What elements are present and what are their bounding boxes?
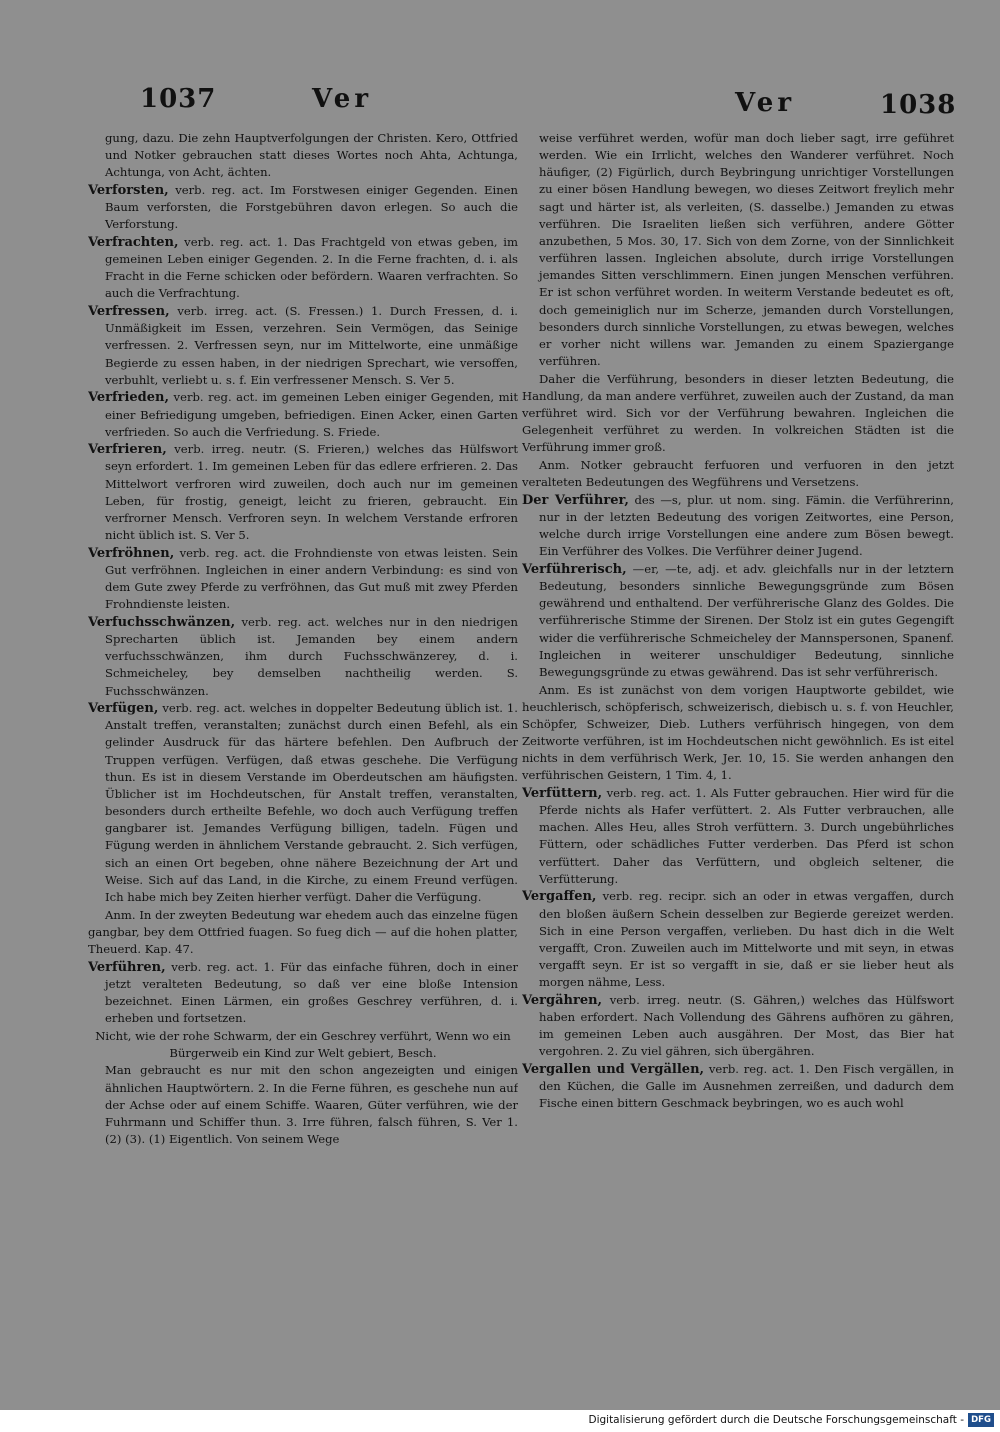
entry-headword: Verfröhnen, bbox=[88, 545, 175, 561]
dfg-logo: DFG bbox=[968, 1413, 994, 1427]
left-running-headword: Ver bbox=[312, 84, 373, 114]
entry-text: verb. irreg. act. (S. Fressen.) 1. Durch Fressen, d. i. Unmäßigkeit im Essen, verzehren. Sein Vermögen, das Seinige verfressen. 2. Verfressen seyn, nur im Mittelworte, eine unmäßige Begierde zu essen haben, in der niedrigen Sprechart, wie versoffen, verbuhlt, verliebt u. s. f. Ein verfressener Mensch. S. Ver 5. bbox=[105, 304, 518, 387]
dictionary-entry bbox=[88, 303, 518, 389]
entry-headword: Verführen, bbox=[88, 959, 166, 975]
right-running-headword: Ver bbox=[735, 88, 796, 118]
dictionary-entry bbox=[88, 389, 518, 440]
dictionary-entry bbox=[88, 700, 518, 906]
entry-text: verb. reg. act. 1. Den Fisch vergällen, in den Küchen, die Galle im Ausnehmen zerreißen, und dadurch dem Fische einen bittern Geschmack beybringen, wo es auch wohl bbox=[539, 1061, 954, 1111]
right-page-number: 1038 bbox=[880, 90, 957, 120]
dictionary-entry bbox=[522, 785, 954, 888]
entry-text: Anm. Es ist zunächst von dem vorigen Hauptworte gebildet, wie heuchlerisch, schöpferisch, schweizerisch, diebisch u. s. f. von Heuchler, Schöpfer, Schweizer, Dieb. Luthers verführisch hingegen, von dem Zeitworte verführen, ist im Hochdeutschen nicht gewöhnlich. Es ist eitel nichts in dem verführisch Werk, Jer. 10, 15. Sie werden anhangen den verführischen Geistern, 1 Tim. 4, 1. bbox=[522, 682, 954, 783]
left-page-number: 1037 bbox=[140, 84, 217, 114]
entry-text: verb. reg. recipr. sich an oder in etwas vergaffen, durch den bloßen äußern Schein desselben zur Begierde gereizet werden. Sich in eine Person vergaffen, verlieben. Du hast dich in die Welt vergafft, Cron. Zuweilen auch im Mittelworte und mit seyn, in etwas vergafft seyn. Er ist so vergafft in sie, daß er sie lieber heut als morgen nähme, Less. bbox=[539, 889, 954, 990]
entry-text: verb. reg. act. im gemeinen Leben einiger Gegenden, mit einer Befriedigung umgeben, befriedigen. Einen Acker, einen Garten verfrieden. So auch die Verfriedung. S. Friede. bbox=[105, 390, 518, 439]
entry-headword: Verfrieren, bbox=[88, 442, 167, 458]
dictionary-entry bbox=[88, 441, 518, 544]
dictionary-entry bbox=[522, 992, 954, 1061]
right-column bbox=[522, 130, 954, 1230]
entry-text: Anm. Notker gebraucht ferfuoren und verfuoren in den jetzt veralteten Bedeutungen des Wegführens und Versetzens. bbox=[522, 457, 954, 490]
entry-text: Daher die Verführung, besonders in dieser letzten Bedeutung, die Handlung, da man andere verführet, zuweilen auch der Zustand, da man verführet wird. Sich vor der Verführung bewahren. Ingleichen die Gelegenheit verführet zu werden. In volkreichen Städten ist die Verführung immer groß. bbox=[522, 371, 954, 455]
entry-headword: Verfrieden, bbox=[88, 390, 170, 406]
text-paragraph bbox=[88, 1062, 518, 1148]
entry-text: verb. reg. act. welches nur in den niedrigen Sprecharten üblich ist. Jemanden bey einem andern verfuchsschwänzen, ihm durch Fuchsschwänzerey, d. i. Schmeicheley, bey demselben nachtheilig werden. S. Fuchsschwänzen. bbox=[105, 614, 518, 698]
footer-credit: Digitalisierung gefördert durch die Deutsche Forschungsgemeinschaft - bbox=[588, 1414, 964, 1426]
dictionary-entry bbox=[522, 561, 954, 681]
entry-headword: Vergähren, bbox=[522, 992, 603, 1008]
entry-text: weise verführet werden, wofür man doch lieber sagt, irre geführet werden. Wie ein Irrlicht, welches den Wanderer verführet. Noch häufiger, (2) Figürlich, durch Beybringung unrichtiger Vorstellungen zu einer bösen Handlung bewegen, wo dieses Zeitwort freylich mehr sagt und härter ist, als verleiten, (S. dasselbe.) Jemanden zu etwas verführen. Die Israeliten ließen sich verführen, andere Götter anzubethen, 5 Mos. 30, 17. Sich von dem Zorne, von der Sinnlichkeit verführen lassen. Ingleichen absolute, durch irrige Vorstellungen jemandes Sitten verschlimmern. Einen jungen Menschen verführen. Er ist schon verführet worden. In weiterm Verstande bedeutet es oft, doch gemeiniglich nur im Scherze, jemanden durch Vorstellungen, besonders durch sinnliche Vorstellungen, zu etwas bewegen, welches er vorher nicht willens war. Jemanden zu einem Spaziergange verführen. bbox=[539, 131, 954, 369]
page-header bbox=[0, 82, 1000, 122]
text-paragraph bbox=[522, 682, 954, 785]
dictionary-entry bbox=[88, 182, 518, 233]
dictionary-entry bbox=[88, 545, 518, 614]
entry-text: verb. irreg. neutr. (S. Frieren,) welches das Hülfswort seyn erfordert. 1. Im gemeinen Leben für das edlere erfrieren. 2. Das Mittelwort verfroren wird zuweilen, doch auch nur im gemeinen Leben, für frostig, geneigt, leicht zu frieren, gebraucht. Ein verfrorner Mensch. Verfroren seyn. In welchem Verstande erfroren nicht üblich ist. S. Ver 5. bbox=[105, 442, 518, 543]
entry-headword: Vergaffen, bbox=[522, 889, 597, 905]
entry-headword: Verfügen, bbox=[88, 701, 159, 717]
entry-text: verb. reg. act. 1. Für das einfache führen, doch in einer jetzt veralteten Bedeutung, so daß ver eine bloße Intension bezeichnet. Einen Lärmen, ein großes Geschrey verführen, d. i. erheben und fortsetzen. bbox=[105, 959, 518, 1025]
text-paragraph bbox=[88, 907, 518, 958]
left-column bbox=[88, 130, 518, 1220]
entry-text: des —s, plur. ut nom. sing. Fämin. die Verführerinn, nur in der letzten Bedeutung des vorigen Zeitwortes, eine Person, welche durch irrige Vorstellungen eine andere zum Bösen bewegt. Ein Verführer des Volkes. Die Verführer deiner Jugend. bbox=[539, 492, 954, 559]
entry-text: —er, —te, adj. et adv. gleichfalls nur in der letztern Bedeutung, besonders sinnliche Bewegungsgründe zum Bösen gewährend und enthaltend. Der verführerische Glanz des Goldes. Die verführerische Stimme der Sirenen. Der Stolz ist ein gutes Gegengift wider die verführerische Schmeicheley der Mannspersonen, Spanenf. Ingleichen in weiterer unschuldiger Bedeutung, sinnliche Bewegungsgründe zu etwas gewährend. Das ist sehr verführerisch. bbox=[539, 561, 954, 679]
dictionary-entry bbox=[88, 614, 518, 700]
entry-headword: Der Verführer, bbox=[522, 492, 629, 508]
entry-text: verb. reg. act. 1. Das Frachtgeld von etwas geben, im gemeinen Leben einiger Gegenden. 2. In die Ferne frachten, d. i. als Fracht in die Ferne schicken oder befördern. Waaren verfrachten. So auch die Verfrachtung. bbox=[105, 234, 518, 301]
entry-headword: Verführerisch, bbox=[522, 561, 627, 577]
text-paragraph bbox=[88, 130, 518, 181]
entry-headword: Verfrachten, bbox=[88, 234, 179, 250]
entry-text: gung, dazu. Die zehn Hauptverfolgungen der Christen. Kero, Ottfried und Notker gebrauchen statt dieses Wortes noch Ahta, Achtunga, Achtunga, von Acht, ächten. bbox=[105, 131, 518, 180]
entry-text: verb. reg. act. die Frohndienste von etwas leisten. Sein Gut verfröhnen. Ingleichen in einer andern Verbindung: es sind von dem Gute zwey Pferde zu verfröhnen, das Gut muß mit zwey Pferden Frohndienste leisten. bbox=[105, 545, 518, 612]
entry-text: verb. reg. act. 1. Als Futter gebrauchen. Hier wird für die Pferde nichts als Hafer verfüttert. 2. Als Futter verbrauchen, alle machen. Alles Heu, alles Stroh verfüttern. 3. Durch ungebührliches Füttern, oder schädliches Futter verderben. Das Pferd ist schon verfüttert. Daher das Verfüttern, und obgleich seltener, die Verfütterung. bbox=[539, 785, 954, 886]
dictionary-entry bbox=[88, 959, 518, 1028]
entry-text: Nicht, wie der rohe Schwarm, der ein Geschrey verführt, Wenn wo ein Bürgerweib ein Kind zur Welt gebiert, Besch. bbox=[95, 1028, 511, 1060]
text-paragraph bbox=[522, 457, 954, 491]
dictionary-entry bbox=[522, 492, 954, 561]
footer-bar bbox=[0, 1410, 1000, 1432]
entry-text: verb. reg. act. Im Forstwesen einiger Gegenden. Einen Baum verforsten, die Forstgebühren davon erlegen. So auch die Verforstung. bbox=[105, 182, 518, 232]
entry-headword: Verfressen, bbox=[88, 304, 170, 320]
dictionary-entry bbox=[522, 1061, 954, 1112]
entry-text: verb. reg. act. welches in doppelter Bedeutung üblich ist. 1. Anstalt treffen, veranstalten; zunächst durch einen Befehl, als ein gelinder Ausdruck für das härtere befehlen. Den Aufbruch der Truppen verfügen. Verfügen, daß etwas geschehe. Die Verfügung thun. Es ist in diesem Verstande im Oberdeutschen am häufigsten. Üblicher ist im Hochdeutschen, für Anstalt treffen, veranstalten, besonders durch ertheilte Befehle, wo doch auch Verfügung treffen gangbarer ist. Jemandes Verfügung billigen, tadeln. Fügen und Fügung werden in ähnlichem Verstande gebraucht. 2. Sich verfügen, sich an einen Ort begeben, ohne nähere Bezeichnung der Art und Weise. Sich auf das Land, in die Kirche, zu einem Freund verfügen. Ich habe mich bey Zeiten hierher verfügt. Daher die Verfügung. bbox=[105, 701, 518, 904]
dictionary-entry bbox=[522, 888, 954, 991]
dictionary-entry bbox=[88, 234, 518, 303]
entry-text: Man gebraucht es nur mit den schon angezeigten und einigen ähnlichen Hauptwörtern. 2. In die Ferne führen, es geschehe nun auf der Achse oder auf einem Schiffe. Waaren, Güter verführen, wie der Fuhrmann und Schiffer thun. 3. Irre führen, falsch führen, S. Ver 1. (2) (3). (1) Eigentlich. Von seinem Wege bbox=[105, 1063, 518, 1147]
text-paragraph bbox=[88, 1028, 518, 1062]
entry-headword: Verfüttern, bbox=[522, 785, 603, 801]
text-paragraph bbox=[522, 130, 954, 370]
entry-text: verb. irreg. neutr. (S. Gähren,) welches das Hülfswort haben erfordert. Nach Vollendung des Gährens aufhören zu gähren, im gemeinen Leben auch ausgähren. Der Most, das Bier hat vergohren. 2. Zu viel gähren, sich übergähren. bbox=[539, 992, 954, 1059]
entry-text: Anm. In der zweyten Bedeutung war ehedem auch das einzelne fügen gangbar, bey dem Ottfried fuagen. So fueg dich — auf die hohen platter, Theuerd. Kap. 47. bbox=[88, 907, 518, 956]
entry-headword: Verfuchsschwänzen, bbox=[88, 614, 236, 630]
entry-headword: Verforsten, bbox=[88, 182, 169, 198]
text-paragraph bbox=[522, 371, 954, 457]
entry-headword: Vergallen und Vergällen, bbox=[522, 1061, 705, 1077]
